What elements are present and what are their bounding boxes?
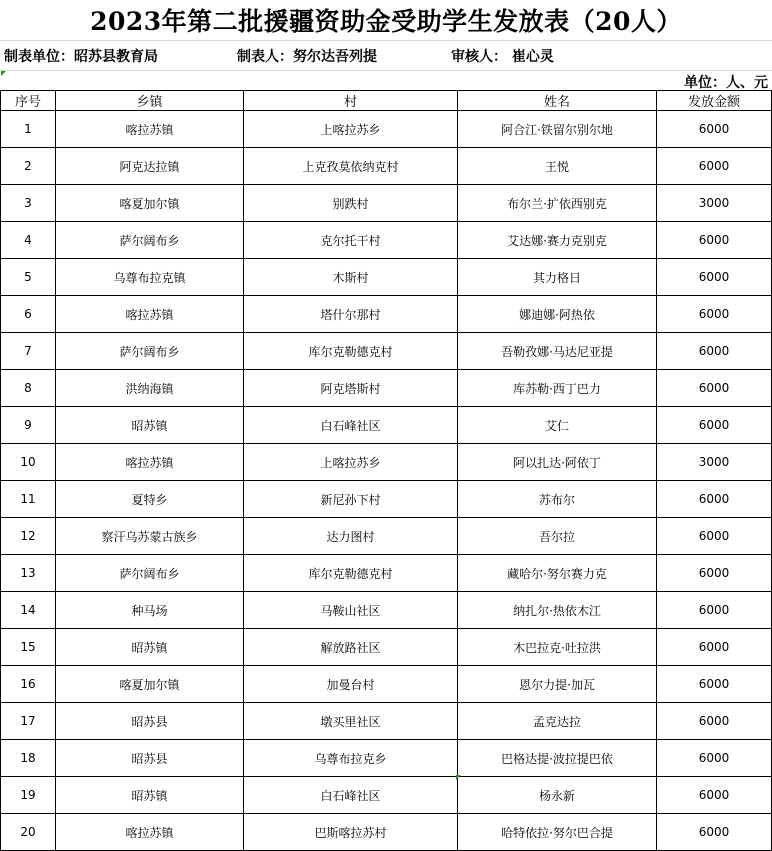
cell-township[interactable]: 昭苏县 xyxy=(56,703,244,740)
table-row xyxy=(1,481,772,518)
cell-township[interactable]: 阿克达拉镇 xyxy=(56,148,244,185)
cell-township[interactable]: 喀拉苏镇 xyxy=(56,296,244,333)
table-row xyxy=(1,259,772,296)
cell-village[interactable]: 墩买里社区 xyxy=(244,703,458,740)
cell-village[interactable]: 库尔克勒德克村 xyxy=(244,333,458,370)
cell-comment-marker xyxy=(456,775,461,780)
reviewer: 审核人： 崔心灵 xyxy=(451,49,554,65)
cell-amount[interactable]: 6000 xyxy=(657,777,772,814)
cell-village[interactable]: 阿克塔斯村 xyxy=(244,370,458,407)
table-row xyxy=(1,222,772,259)
cell-village[interactable]: 上克孜莫依纳克村 xyxy=(244,148,458,185)
header-township[interactable]: 乡镇 xyxy=(56,91,244,111)
header-name[interactable]: 姓名 xyxy=(458,91,657,111)
cell-name[interactable]: 恩尔力提·加瓦 xyxy=(458,666,657,703)
cell-amount[interactable]: 6000 xyxy=(657,592,772,629)
cell-name[interactable]: 藏哈尔·努尔赛力克 xyxy=(458,555,657,592)
cell-index[interactable]: 8 xyxy=(1,370,56,407)
cell-amount[interactable]: 6000 xyxy=(657,148,772,185)
cell-index[interactable]: 7 xyxy=(1,333,56,370)
cell-amount[interactable]: 6000 xyxy=(657,111,772,148)
prepared-by-person: 制表人：努尔达吾列提 xyxy=(237,49,377,65)
header-index[interactable]: 序号 xyxy=(1,91,56,111)
cell-amount[interactable]: 6000 xyxy=(657,259,772,296)
cell-name[interactable]: 哈特依拉·努尔巴合提 xyxy=(458,814,657,851)
cell-name[interactable]: 艾达娜·赛力克别克 xyxy=(458,222,657,259)
cell-index[interactable]: 11 xyxy=(1,481,56,518)
cell-village[interactable]: 马鞍山社区 xyxy=(244,592,458,629)
cell-amount[interactable]: 6000 xyxy=(657,481,772,518)
cell-index[interactable]: 18 xyxy=(1,740,56,777)
table-row xyxy=(1,555,772,592)
cell-index[interactable]: 1 xyxy=(1,111,56,148)
cell-index[interactable]: 16 xyxy=(1,666,56,703)
cell-index[interactable]: 6 xyxy=(1,296,56,333)
cell-amount[interactable]: 6000 xyxy=(657,629,772,666)
cell-name[interactable]: 王悦 xyxy=(458,148,657,185)
cell-name[interactable]: 苏布尔 xyxy=(458,481,657,518)
table-row xyxy=(1,518,772,555)
cell-name[interactable]: 库苏勒·西丁巴力 xyxy=(458,370,657,407)
cell-village[interactable]: 巴斯喀拉苏村 xyxy=(244,814,458,851)
prepared-by-unit: 制表单位：昭苏县教育局 xyxy=(4,49,158,65)
table-row xyxy=(1,703,772,740)
cell-index[interactable]: 15 xyxy=(1,629,56,666)
grant-table xyxy=(0,90,772,851)
table-row xyxy=(1,407,772,444)
cell-name[interactable]: 巴格达提·波拉提巴依 xyxy=(458,740,657,777)
cell-township[interactable]: 萨尔阔布乡 xyxy=(56,555,244,592)
table-row xyxy=(1,185,772,222)
cell-village[interactable]: 白石峰社区 xyxy=(244,777,458,814)
cell-amount[interactable]: 6000 xyxy=(657,814,772,851)
cell-township[interactable]: 喀拉苏镇 xyxy=(56,814,244,851)
cell-amount[interactable]: 6000 xyxy=(657,222,772,259)
cell-township[interactable]: 萨尔阔布乡 xyxy=(56,222,244,259)
cell-village[interactable]: 上喀拉苏乡 xyxy=(244,111,458,148)
header-village[interactable]: 村 xyxy=(244,91,458,111)
cell-amount[interactable]: 6000 xyxy=(657,518,772,555)
cell-village[interactable]: 塔什尔那村 xyxy=(244,296,458,333)
cell-amount[interactable]: 3000 xyxy=(657,185,772,222)
cell-village[interactable]: 解放路社区 xyxy=(244,629,458,666)
header-amount[interactable]: 发放金额 xyxy=(657,91,772,111)
cell-village[interactable]: 别跌村 xyxy=(244,185,458,222)
cell-index[interactable]: 9 xyxy=(1,407,56,444)
cell-township[interactable]: 喀夏加尔镇 xyxy=(56,666,244,703)
table-row xyxy=(1,296,772,333)
cell-index[interactable]: 14 xyxy=(1,592,56,629)
cell-name[interactable]: 阿合江·铁留尔别尔地 xyxy=(458,111,657,148)
cell-township[interactable]: 萨尔阔布乡 xyxy=(56,333,244,370)
cell-amount[interactable]: 6000 xyxy=(657,666,772,703)
unit-note: 单位：人、元 xyxy=(684,75,768,91)
cell-name[interactable]: 娜迪娜·阿热依 xyxy=(458,296,657,333)
cell-township[interactable]: 昭苏镇 xyxy=(56,629,244,666)
cell-name[interactable]: 杨永新 xyxy=(458,777,657,814)
table-row xyxy=(1,111,772,148)
header-row xyxy=(1,91,772,111)
cell-village[interactable]: 库尔克勒德克村 xyxy=(244,555,458,592)
cell-township[interactable]: 乌尊布拉克镇 xyxy=(56,259,244,296)
page-title: 2023年第二批援疆资助金受助学生发放表（20人） xyxy=(0,0,772,41)
cell-index[interactable]: 4 xyxy=(1,222,56,259)
cell-amount[interactable]: 6000 xyxy=(657,296,772,333)
cell-township[interactable]: 种马场 xyxy=(56,592,244,629)
cell-name[interactable]: 吾勒孜娜·马达尼亚提 xyxy=(458,333,657,370)
cell-index[interactable]: 12 xyxy=(1,518,56,555)
cell-township[interactable]: 洪纳海镇 xyxy=(56,370,244,407)
cell-amount[interactable]: 6000 xyxy=(657,740,772,777)
cell-village[interactable]: 木斯村 xyxy=(244,259,458,296)
table-row xyxy=(1,629,772,666)
cell-index[interactable]: 3 xyxy=(1,185,56,222)
table-row xyxy=(1,777,772,814)
cell-name[interactable]: 艾仁 xyxy=(458,407,657,444)
cell-index[interactable]: 17 xyxy=(1,703,56,740)
cell-amount[interactable]: 6000 xyxy=(657,370,772,407)
table-row xyxy=(1,333,772,370)
cell-name[interactable]: 纳扎尔·热依木江 xyxy=(458,592,657,629)
cell-village[interactable]: 白石峰社区 xyxy=(244,407,458,444)
cell-amount[interactable]: 6000 xyxy=(657,407,772,444)
cell-township[interactable]: 夏特乡 xyxy=(56,481,244,518)
table-row xyxy=(1,814,772,851)
cell-township[interactable]: 昭苏镇 xyxy=(56,407,244,444)
cell-name[interactable]: 布尔兰·扩依西别克 xyxy=(458,185,657,222)
cell-name[interactable]: 木巴拉克·吐拉洪 xyxy=(458,629,657,666)
table-row xyxy=(1,370,772,407)
cell-amount[interactable]: 6000 xyxy=(657,555,772,592)
table-row xyxy=(1,148,772,185)
cell-village[interactable]: 乌尊布拉克乡 xyxy=(244,740,458,777)
meta-row xyxy=(0,40,772,71)
table-row xyxy=(1,740,772,777)
cell-name[interactable]: 吾尔拉 xyxy=(458,518,657,555)
table-row xyxy=(1,592,772,629)
cell-village[interactable]: 新尼孙下村 xyxy=(244,481,458,518)
cell-amount[interactable]: 6000 xyxy=(657,703,772,740)
cell-township[interactable]: 喀拉苏镇 xyxy=(56,444,244,481)
cell-township[interactable]: 昭苏县 xyxy=(56,740,244,777)
cell-township[interactable]: 察汗乌苏蒙古族乡 xyxy=(56,518,244,555)
cell-village[interactable]: 加曼台村 xyxy=(244,666,458,703)
cell-township[interactable]: 喀拉苏镇 xyxy=(56,111,244,148)
cell-index[interactable]: 19 xyxy=(1,777,56,814)
cell-index[interactable]: 2 xyxy=(1,148,56,185)
cell-comment-marker xyxy=(1,71,6,76)
cell-index[interactable]: 10 xyxy=(1,444,56,481)
cell-village[interactable]: 上喀拉苏乡 xyxy=(244,444,458,481)
cell-name[interactable]: 阿以扎达·阿依丁 xyxy=(458,444,657,481)
cell-amount[interactable]: 6000 xyxy=(657,333,772,370)
cell-index[interactable]: 13 xyxy=(1,555,56,592)
cell-name[interactable]: 孟克达拉 xyxy=(458,703,657,740)
cell-village[interactable]: 达力图村 xyxy=(244,518,458,555)
cell-amount[interactable]: 3000 xyxy=(657,444,772,481)
cell-index[interactable]: 20 xyxy=(1,814,56,851)
table-row xyxy=(1,444,772,481)
cell-township[interactable]: 昭苏镇 xyxy=(56,777,244,814)
cell-index[interactable]: 5 xyxy=(1,259,56,296)
cell-township[interactable]: 喀夏加尔镇 xyxy=(56,185,244,222)
cell-village[interactable]: 克尔托干村 xyxy=(244,222,458,259)
cell-name[interactable]: 其力格日 xyxy=(458,259,657,296)
table-row xyxy=(1,666,772,703)
